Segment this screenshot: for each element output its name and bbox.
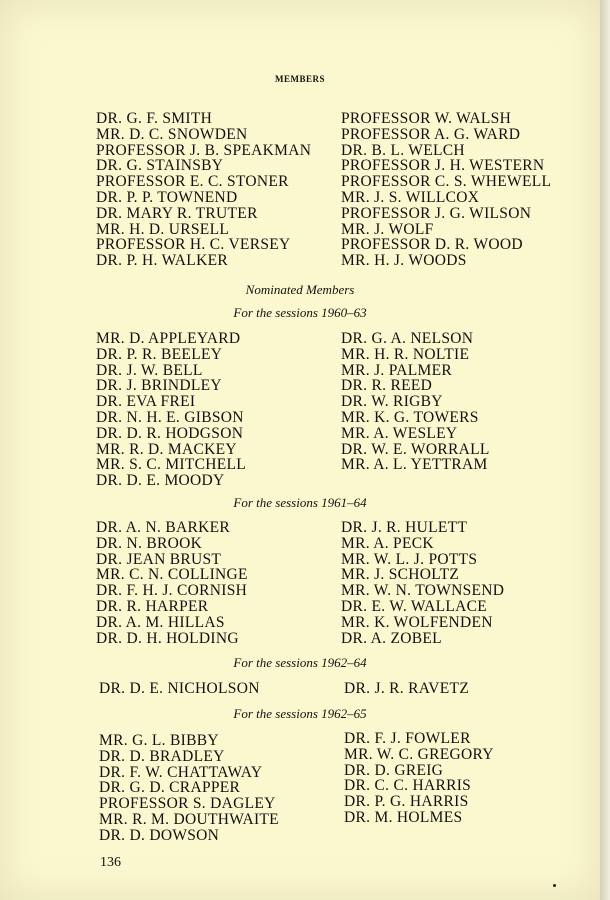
member-name: DR. P. H. WALKER: [96, 252, 228, 270]
member-name: PROFESSOR J. G. WILSON: [341, 204, 532, 222]
member-name: MR. D. APPLEYARD: [96, 330, 241, 347]
member-name: DR. P. P. TOWNEND: [96, 188, 238, 206]
member-name: PROFESSOR J. B. SPEAKMAN: [96, 141, 312, 159]
member-name: MR. C. N. COLLINGE: [96, 566, 248, 584]
member-name: DR. G. F. SMITH: [96, 110, 213, 127]
member-name: DR. D. DOWSON: [99, 826, 220, 844]
member-name: DR. C. C. HARRIS: [344, 777, 472, 795]
member-name: DR. E. W. WALLACE: [341, 597, 488, 615]
member-name: MR. J. S. WILLCOX: [341, 188, 480, 206]
member-name: DR. D. H. HOLDING: [96, 629, 239, 647]
member-name: MR. J. PALMER: [341, 361, 452, 379]
member-name: DR. F. J. FOWLER: [344, 730, 471, 747]
member-name: PROFESSOR H. C. VERSEY: [96, 236, 291, 254]
s2-right-column: [341, 520, 504, 646]
member-name: MR. R. M. DOUTHWAITE: [99, 810, 279, 828]
member-name: MR. A. WESLEY: [341, 424, 458, 442]
member-name: DR. M. HOLMES: [344, 808, 463, 826]
member-name: PROFESSOR D. R. WOOD: [341, 236, 523, 254]
member-name: DR. JEAN BRUST: [96, 550, 222, 568]
member-name: MR. H. D. URSELL: [96, 220, 230, 238]
member-name: DR. D. R. HODGSON: [96, 424, 244, 442]
member-name: DR. B. L. WELCH: [341, 141, 465, 159]
member-name: DR. G. A. NELSON: [341, 330, 474, 347]
s1-left-column: [96, 331, 246, 489]
page-number: 136: [100, 855, 121, 870]
member-name: DR. W. RIGBY: [341, 393, 443, 411]
member-name: DR. F. W. CHATTAWAY: [99, 763, 263, 781]
top-right-column: [341, 111, 551, 269]
member-name: DR. J. R. HULETT: [341, 519, 468, 536]
member-name: DR. A. ZOBEL: [341, 629, 442, 647]
top-left-column: [96, 111, 311, 269]
session-heading-1960-63: For the sessions 1960–63: [233, 305, 367, 320]
member-name: DR. A. N. BARKER: [96, 519, 230, 536]
member-name: MR. R. D. MACKEY: [96, 440, 237, 458]
page-edge: [600, 0, 610, 900]
member-name: PROFESSOR A. G. WARD: [341, 125, 521, 143]
member-name: DR. J. BRINDLEY: [96, 377, 222, 395]
member-name: DR. A. M. HILLAS: [96, 613, 225, 631]
member-name: PROFESSOR J. H. WESTERN: [341, 157, 545, 175]
member-name: DR. P. R. BEELEY: [96, 345, 223, 363]
member-name: DR. J. R. RAVETZ: [344, 680, 470, 697]
member-name: DR. R. HARPER: [96, 597, 209, 615]
member-name: DR. D. E. MOODY: [96, 472, 225, 490]
member-name: DR. D. GREIG: [344, 761, 444, 779]
member-name: DR. N. H. E. GIBSON: [96, 408, 244, 426]
member-name: DR. D. E. NICHOLSON: [99, 680, 260, 697]
member-name: MR. J. SCHOLTZ: [341, 566, 460, 584]
member-name: MR. K. WOLFENDEN: [341, 613, 493, 631]
s1-right-column: [341, 331, 490, 473]
member-name: MR. A. L. YETTRAM: [341, 456, 488, 474]
member-name: DR. P. G. HARRIS: [344, 793, 469, 811]
member-name: DR. W. E. WORRALL: [341, 440, 490, 458]
member-name: DR. N. BROOK: [96, 534, 203, 552]
member-name: DR. MARY R. TRUTER: [96, 204, 258, 222]
member-name: PROFESSOR C. S. WHEWELL: [341, 173, 552, 191]
member-name: PROFESSOR W. WALSH: [341, 110, 512, 127]
member-name: DR. G. D. CRAPPER: [99, 779, 241, 797]
session-heading-1961-64: For the sessions 1961–64: [233, 495, 367, 510]
member-name: MR. J. WOLF: [341, 220, 434, 238]
member-name: DR. G. STAINSBY: [96, 157, 224, 175]
nominated-members-title: Nominated Members: [245, 282, 355, 297]
member-name: DR. F. H. J. CORNISH: [96, 582, 248, 600]
member-name: DR. EVA FREI: [96, 393, 196, 411]
session-heading-1962-65: For the sessions 1962–65: [233, 706, 367, 721]
member-name: PROFESSOR E. C. STONER: [96, 173, 289, 191]
member-name: PROFESSOR S. DAGLEY: [99, 795, 276, 813]
member-name: DR. R. REED: [341, 377, 433, 395]
running-head: MEMBERS: [274, 74, 325, 84]
member-name: DR. D. BRADLEY: [99, 747, 225, 765]
member-name: MR. K. G. TOWERS: [341, 408, 479, 426]
member-name: MR. W. L. J. POTTS: [341, 550, 478, 568]
member-name: MR. S. C. MITCHELL: [96, 456, 247, 474]
s4-left-column: [99, 733, 279, 844]
s4-right-column: [344, 731, 494, 826]
member-name: MR. W. C. GREGORY: [344, 745, 494, 763]
s2-left-column: [96, 520, 248, 646]
member-name: MR. D. C. SNOWDEN: [96, 125, 248, 143]
member-name: MR. G. L. BIBBY: [99, 732, 219, 749]
member-name: MR. H. J. WOODS: [341, 252, 467, 270]
member-name: MR. H. R. NOLTIE: [341, 345, 470, 363]
session-heading-1962-64: For the sessions 1962–64: [233, 655, 367, 670]
ink-speck: [553, 884, 556, 887]
member-name: DR. J. W. BELL: [96, 361, 203, 379]
s3-left-column: [99, 681, 260, 697]
member-name: MR. W. N. TOWNSEND: [341, 582, 505, 600]
member-name: MR. A. PECK: [341, 534, 434, 552]
s3-right-column: [344, 681, 469, 697]
